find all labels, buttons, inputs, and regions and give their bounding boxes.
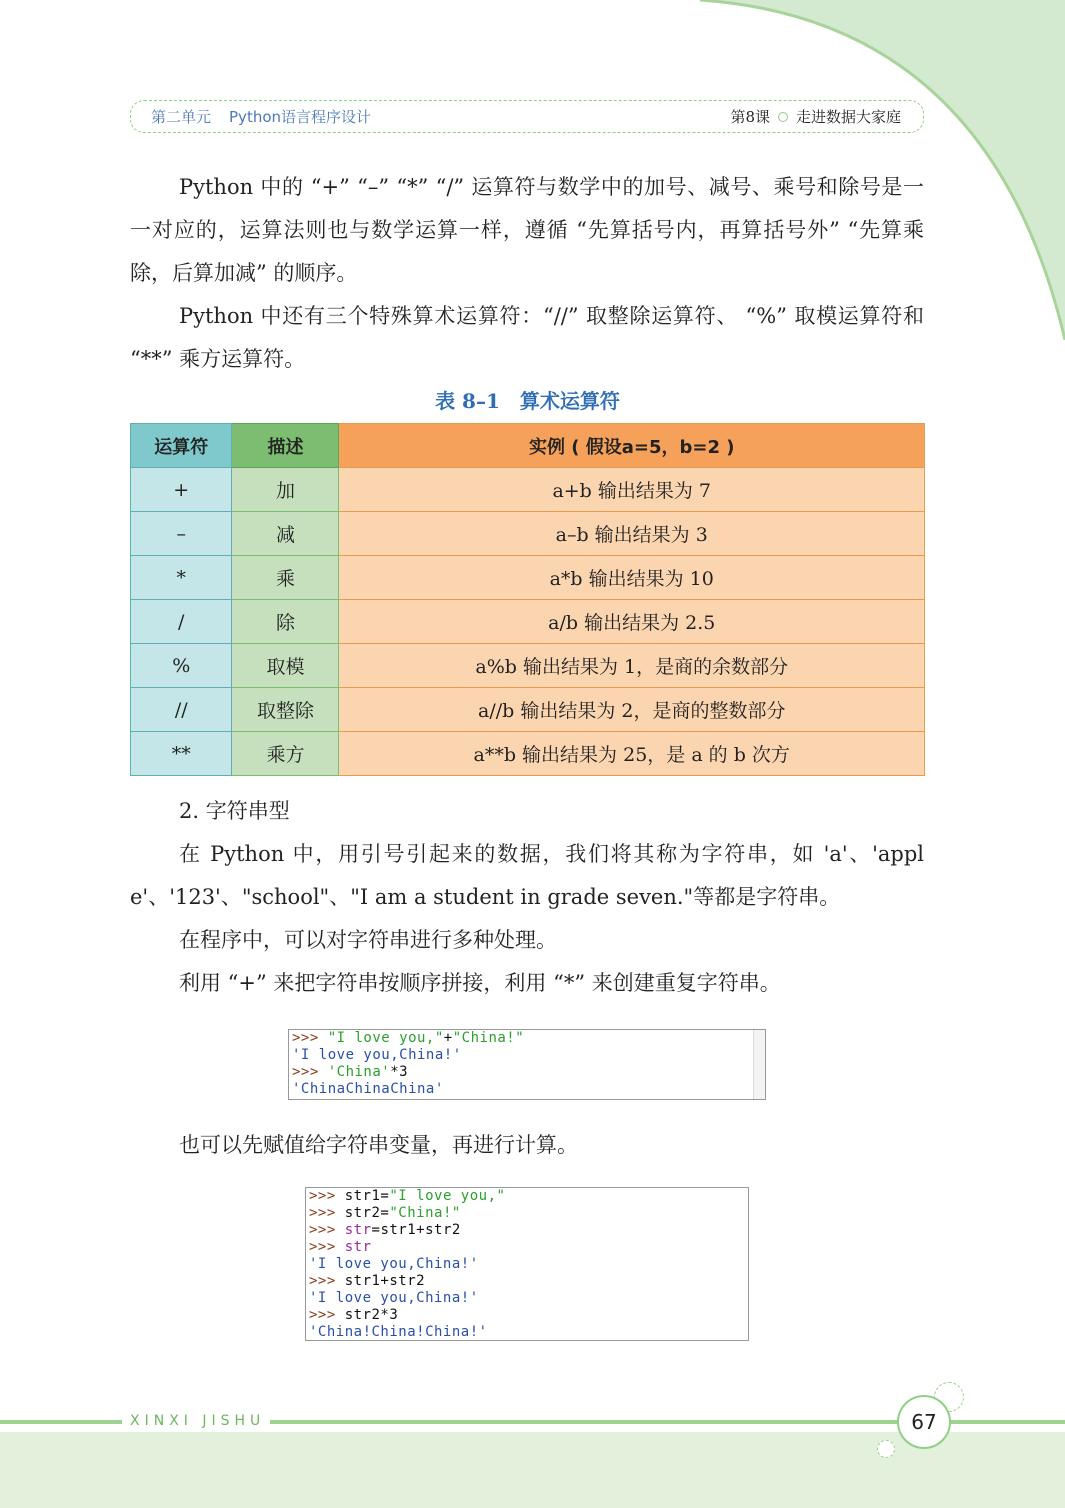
lesson-label: 第8课 bbox=[730, 108, 770, 126]
code-token: str1+str2 bbox=[344, 1273, 426, 1289]
table-cell: + bbox=[131, 468, 232, 512]
footer-brand: XINXI JISHU bbox=[130, 1413, 266, 1429]
section-heading: 2. 字符串型 bbox=[179, 799, 290, 823]
code-block bbox=[288, 1029, 766, 1100]
footer-line bbox=[0, 1420, 122, 1424]
paragraph: 在 Python 中，用引号引起来的数据，我们将其称为字符串，如 'a'、'apple'、'123'、"school"、"I am a student in grade seven."等都是字符串。 bbox=[130, 842, 924, 909]
code-token: >>> bbox=[309, 1222, 345, 1238]
code-token: "I love you," bbox=[389, 1188, 506, 1204]
code-token: 'I love you,China!' bbox=[309, 1256, 479, 1272]
code-token: >>> bbox=[309, 1205, 345, 1221]
code-token: >>> bbox=[309, 1307, 345, 1323]
code-block bbox=[305, 1187, 749, 1341]
footer-band bbox=[0, 1432, 1065, 1508]
code-line bbox=[292, 1030, 762, 1047]
table-cell: / bbox=[131, 600, 232, 644]
paragraph: 也可以先赋值给字符串变量，再进行计算。 bbox=[179, 1133, 578, 1157]
table-cell: a%b 输出结果为 1，是商的余数部分 bbox=[339, 644, 925, 688]
table-cell: 减 bbox=[232, 512, 339, 556]
running-header bbox=[130, 100, 924, 133]
unit-label: 第二单元 bbox=[151, 108, 212, 126]
code-token: >>> bbox=[309, 1188, 345, 1204]
table-row bbox=[131, 556, 925, 600]
code-token: >>> bbox=[309, 1273, 345, 1289]
paragraph: 利用 “+” 来把字符串按顺序拼接，利用 “*” 来创建重复字符串。 bbox=[179, 971, 781, 995]
paragraph: Python 中还有三个特殊算术运算符：“//” 取整除运算符、 “%” 取模运算符和 “**” 乘方运算符。 bbox=[130, 304, 924, 371]
table-cell: % bbox=[131, 644, 232, 688]
decorative-circle bbox=[877, 1440, 895, 1458]
code-line bbox=[309, 1290, 745, 1307]
table-row bbox=[131, 512, 925, 556]
code-token: str bbox=[344, 1222, 372, 1238]
table-row bbox=[131, 732, 925, 776]
code-token: >>> bbox=[292, 1064, 328, 1080]
code-token: str2*3 bbox=[344, 1307, 399, 1323]
code-token: str bbox=[344, 1239, 372, 1255]
table-cell: * bbox=[131, 556, 232, 600]
column-header: 实例 ( 假设a=5，b=2 ) bbox=[339, 424, 925, 468]
scrollbar[interactable] bbox=[753, 1030, 765, 1099]
table-row bbox=[131, 468, 925, 512]
code-token: str2= bbox=[344, 1205, 390, 1221]
page-number: 67 bbox=[897, 1395, 951, 1449]
code-line bbox=[309, 1307, 745, 1324]
code-token: "China!" bbox=[452, 1030, 525, 1046]
footer-line bbox=[270, 1420, 900, 1424]
code-line bbox=[309, 1205, 745, 1222]
table-cell: a*b 输出结果为 10 bbox=[339, 556, 925, 600]
table-cell: 乘 bbox=[232, 556, 339, 600]
column-header: 运算符 bbox=[131, 424, 232, 468]
code-token: *3 bbox=[390, 1064, 409, 1080]
code-line bbox=[309, 1239, 745, 1256]
table-cell: 取模 bbox=[232, 644, 339, 688]
table-cell: 取整除 bbox=[232, 688, 339, 732]
table-cell: a–b 输出结果为 3 bbox=[339, 512, 925, 556]
code-line bbox=[292, 1081, 762, 1098]
table-cell: a//b 输出结果为 2，是商的整数部分 bbox=[339, 688, 925, 732]
operators-table bbox=[130, 423, 925, 776]
code-line bbox=[309, 1256, 745, 1273]
code-token: "I love you," bbox=[327, 1030, 444, 1046]
code-token: =str1+str2 bbox=[371, 1222, 461, 1238]
code-line bbox=[309, 1188, 745, 1205]
paragraph: Python 中的 “+” “–” “*” “/” 运算符与数学中的加号、减号、乘号和除号是一一对应的，运算法则也与数学运算一样，遵循 “先算括号内，再算括号外” “先算乘除，后算加减” 的顺序。 bbox=[130, 175, 924, 285]
circle-icon bbox=[778, 112, 788, 122]
table-row bbox=[131, 688, 925, 732]
unit-title: Python语言程序设计 bbox=[229, 108, 372, 126]
table-cell: – bbox=[131, 512, 232, 556]
code-token: 'I love you,China!' bbox=[309, 1290, 479, 1306]
table-cell: a+b 输出结果为 7 bbox=[339, 468, 925, 512]
table-row bbox=[131, 644, 925, 688]
code-line bbox=[292, 1047, 762, 1064]
paragraph: 在程序中，可以对字符串进行多种处理。 bbox=[179, 928, 557, 952]
code-line bbox=[309, 1324, 745, 1341]
column-header: 描述 bbox=[232, 424, 339, 468]
table-cell: // bbox=[131, 688, 232, 732]
footer-line bbox=[950, 1420, 1065, 1424]
code-line bbox=[309, 1222, 745, 1239]
code-token: + bbox=[443, 1030, 453, 1046]
table-caption: 表 8–1 算术运算符 bbox=[435, 389, 620, 413]
code-line bbox=[309, 1273, 745, 1290]
code-token: >>> bbox=[309, 1239, 345, 1255]
code-token: 'I love you,China!' bbox=[292, 1047, 462, 1063]
code-token: 'China!China!China!' bbox=[309, 1324, 488, 1340]
code-token: >>> bbox=[292, 1030, 328, 1046]
lesson-title: 走进数据大家庭 bbox=[795, 108, 901, 126]
code-line bbox=[292, 1064, 762, 1081]
code-token: "China!" bbox=[389, 1205, 461, 1221]
table-cell: 乘方 bbox=[232, 732, 339, 776]
table-cell: 除 bbox=[232, 600, 339, 644]
table-cell: a**b 输出结果为 25，是 a 的 b 次方 bbox=[339, 732, 925, 776]
main-content bbox=[130, 166, 925, 1341]
table-row bbox=[131, 600, 925, 644]
code-token: str1= bbox=[344, 1188, 390, 1204]
table-cell: a/b 输出结果为 2.5 bbox=[339, 600, 925, 644]
code-token: 'China' bbox=[327, 1064, 391, 1080]
table-cell: ** bbox=[131, 732, 232, 776]
table-cell: 加 bbox=[232, 468, 339, 512]
code-token: 'ChinaChinaChina' bbox=[292, 1081, 444, 1097]
